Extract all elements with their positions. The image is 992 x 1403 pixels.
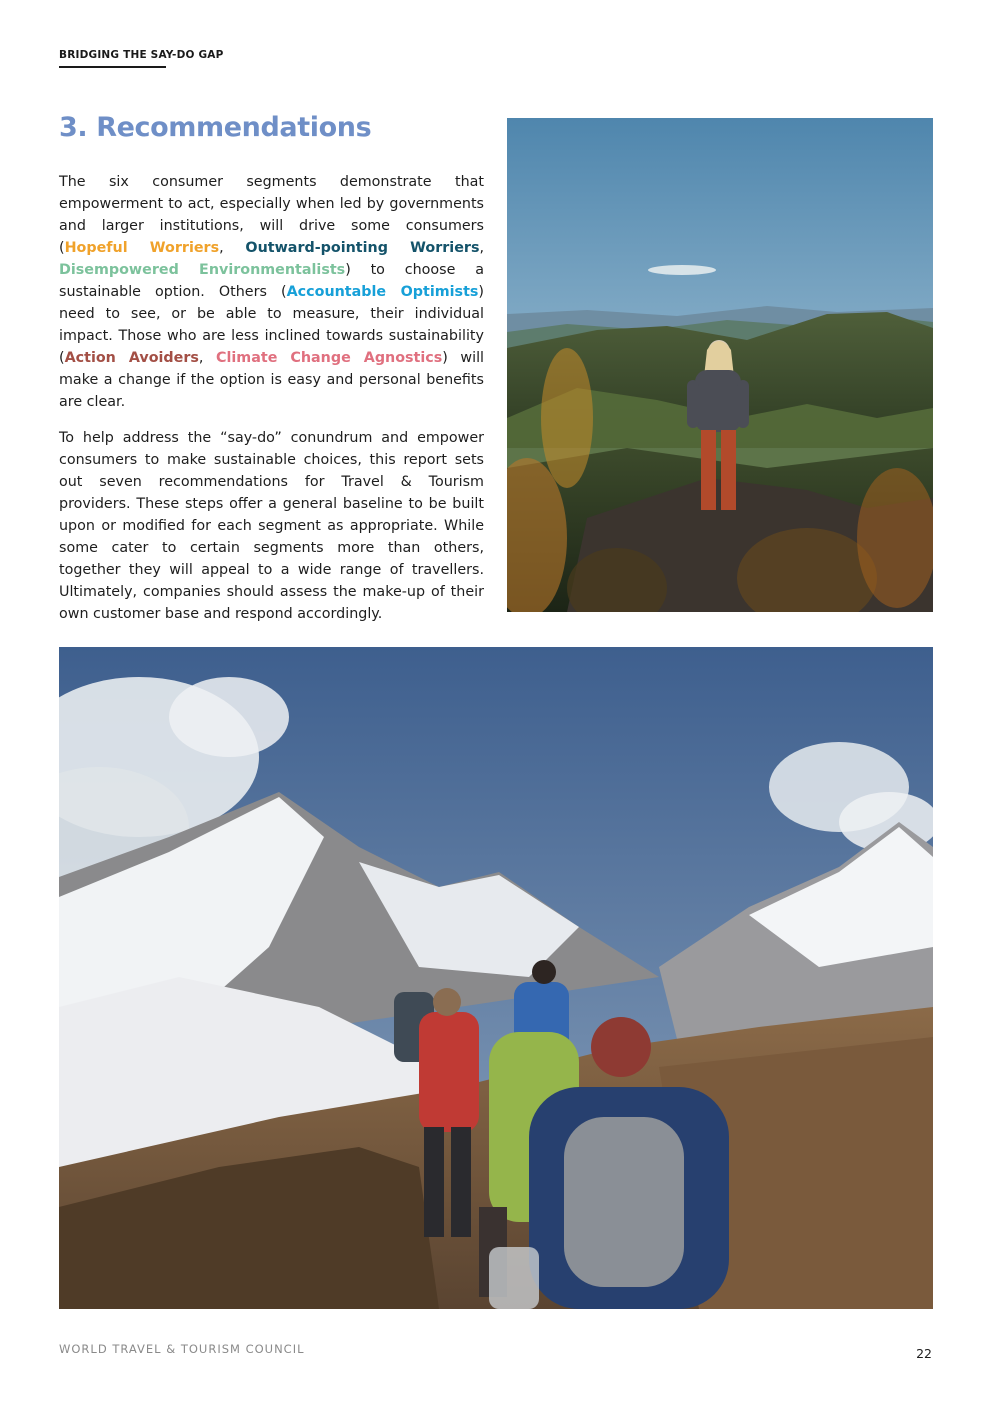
page-number: 22 bbox=[916, 1346, 932, 1361]
segment-hopeful-worriers: Hopeful Worriers bbox=[64, 240, 220, 256]
segment-disempowered-environmentalists: Disempowered Environmentalists bbox=[59, 262, 346, 278]
hiker-mountain-photo bbox=[507, 118, 933, 612]
section-title: 3. Recommendations bbox=[59, 112, 372, 143]
segment-action-avoiders: Action Avoiders bbox=[64, 350, 199, 366]
footer-organization: WORLD TRAVEL & TOURISM COUNCIL bbox=[59, 1342, 305, 1356]
segment-outward-pointing-worriers: Outward-pointing Worriers bbox=[245, 240, 480, 256]
header-rule bbox=[59, 66, 166, 68]
paragraph-recommendations-intro: To help address the “say-do” conundrum and empower consumers to make sustainable choices, this report sets out seven recommendations for Travel & Tourism providers. These steps offer a general baseline to be built upon or modified for each segment as appropriate. While some cater to certain segments more than others, together they will appeal to a wide range of travellers. Ultimately, companies should assess the make-up of their own customer base and respond accordingly. bbox=[59, 430, 484, 622]
segment-accountable-optimists: Accountable Optimists bbox=[286, 284, 479, 300]
trekking-group-photo bbox=[59, 647, 933, 1309]
segment-climate-change-agnostics: Climate Change Agnostics bbox=[216, 350, 443, 366]
paragraph-segments: The six consumer segments demonstrate that empowerment to act, especially when led by governments and larger institutions, will drive some consumers (Hopeful Worriers, Outward-pointing Worriers, Disempowered Environmentalists) to choose a sustainable option. Others (Accountable Optimists) need to see, or be able to measure, their individual impact. Those who are less inclined towards sustainability (Action Avoiders, Climate Change Agnostics) will make a change if the option is easy and personal benefits are clear. bbox=[59, 174, 485, 410]
running-header: BRIDGING THE SAY-DO GAP bbox=[59, 49, 224, 61]
body-text-column bbox=[59, 171, 484, 639]
